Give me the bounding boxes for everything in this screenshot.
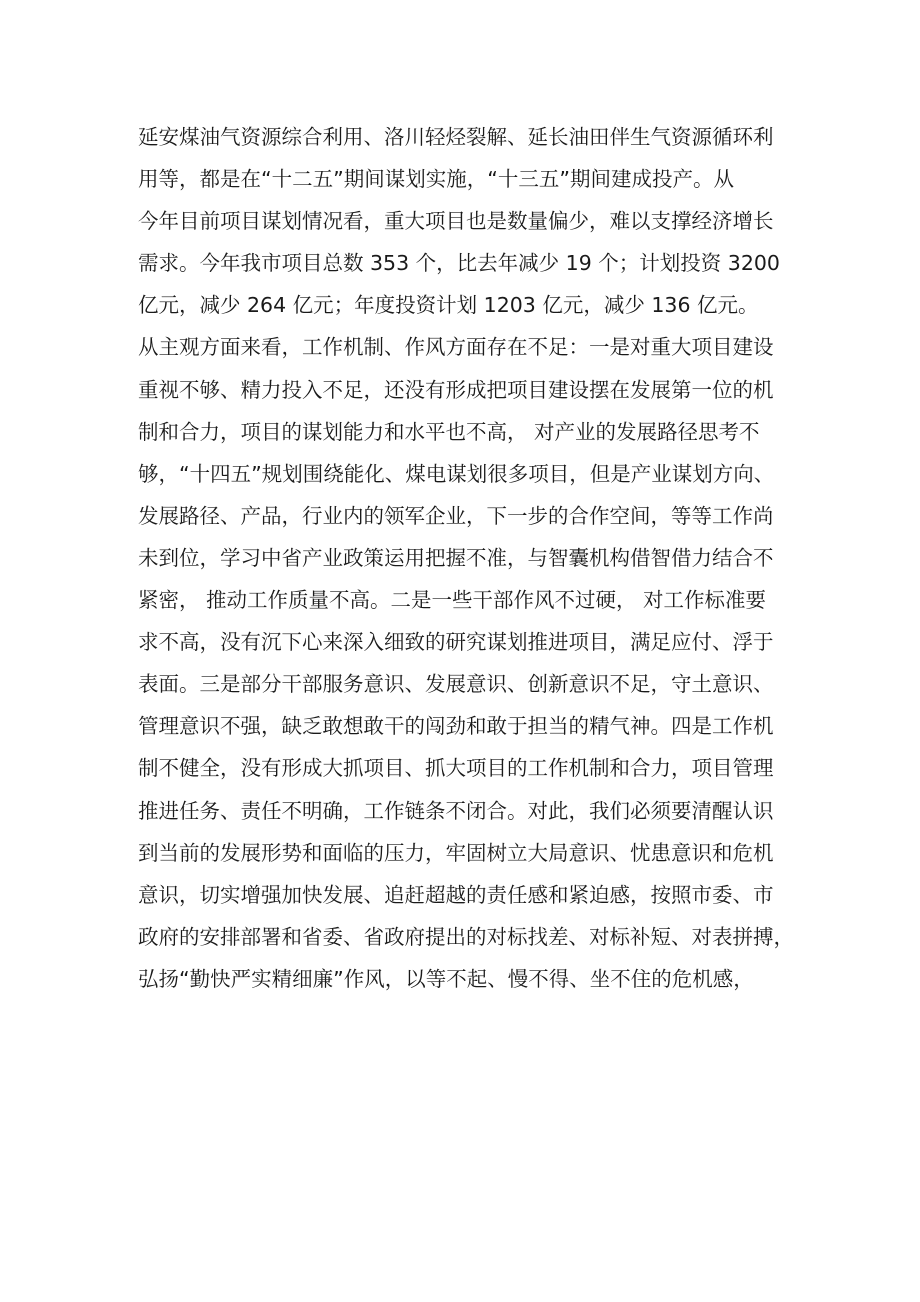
text-line: 推进任务、责任不明确，工作链条不闭合。对此，我们必须要清醒认识 bbox=[138, 798, 774, 823]
text-line: 制和合力，项目的谋划能力和水平也不高， 对产业的发展路径思考不 bbox=[138, 419, 760, 444]
text-line: 从主观方面来看，工作机制、作风方面存在不足：一是对重大项目建设 bbox=[138, 335, 774, 360]
text-line: 延安煤油气资源综合利用、洛川轻烃裂解、延长油田伴生气资源循环利 bbox=[138, 125, 774, 149]
text-line: 发展路径、产品，行业内的领军企业，下一步的合作空间，等等工作尚 bbox=[138, 503, 774, 528]
text-line: 弘扬“勤快严实精细廉”作风，以等不起、慢不得、坐不住的危机感， bbox=[138, 966, 754, 991]
text-line: 重视不够、精力投入不足，还没有形成把项目建设摆在发展第一位的机 bbox=[138, 377, 774, 402]
text-line: 够，“十四五”规划围绕能化、煤电谋划很多项目，但是产业谋划方向、 bbox=[138, 461, 775, 486]
text-line: 亿元，减少 264 亿元；年度投资计划 1203 亿元，减少 136 亿元。 bbox=[138, 293, 759, 318]
text-line: 表面。三是部分干部服务意识、发展意识、创新意识不足，守土意识、 bbox=[138, 672, 774, 697]
text-line: 求不高，没有沉下心来深入细致的研究谋划推进项目，满足应付、浮于 bbox=[138, 630, 774, 655]
text-line: 制不健全，没有形成大抓项目、抓大项目的工作机制和合力，项目管理 bbox=[138, 756, 774, 781]
text-line: 意识，切实增强加快发展、追赶超越的责任感和紧迫感，按照市委、市 bbox=[138, 882, 774, 907]
text-line: 未到位，学习中省产业政策运用把握不准，与智囊机构借智借力结合不 bbox=[138, 545, 774, 570]
body-paragraph bbox=[138, 116, 798, 1000]
text-line: 到当前的发展形势和面临的压力，牢固树立大局意识、忧患意识和危机 bbox=[138, 840, 774, 865]
text-line: 用等，都是在“十二五”期间谋划实施，“十三五”期间建成投产。从 bbox=[138, 167, 734, 192]
text-line: 政府的安排部署和省委、省政府提出的对标找差、对标补短、对表拼搏， bbox=[138, 924, 794, 949]
text-line: 管理意识不强，缺乏敢想敢干的闯劲和敢于担当的精气神。四是工作机 bbox=[138, 714, 774, 739]
text-line: 紧密， 推动工作质量不高。二是一些干部作风不过硬， 对工作标准要 bbox=[138, 588, 767, 613]
text-line: 今年目前项目谋划情况看，重大项目也是数量偏少，难以支撑经济增长 bbox=[138, 209, 774, 234]
text-line: 需求。今年我市项目总数 353 个，比去年减少 19 个；计划投资 3200 bbox=[138, 251, 780, 276]
